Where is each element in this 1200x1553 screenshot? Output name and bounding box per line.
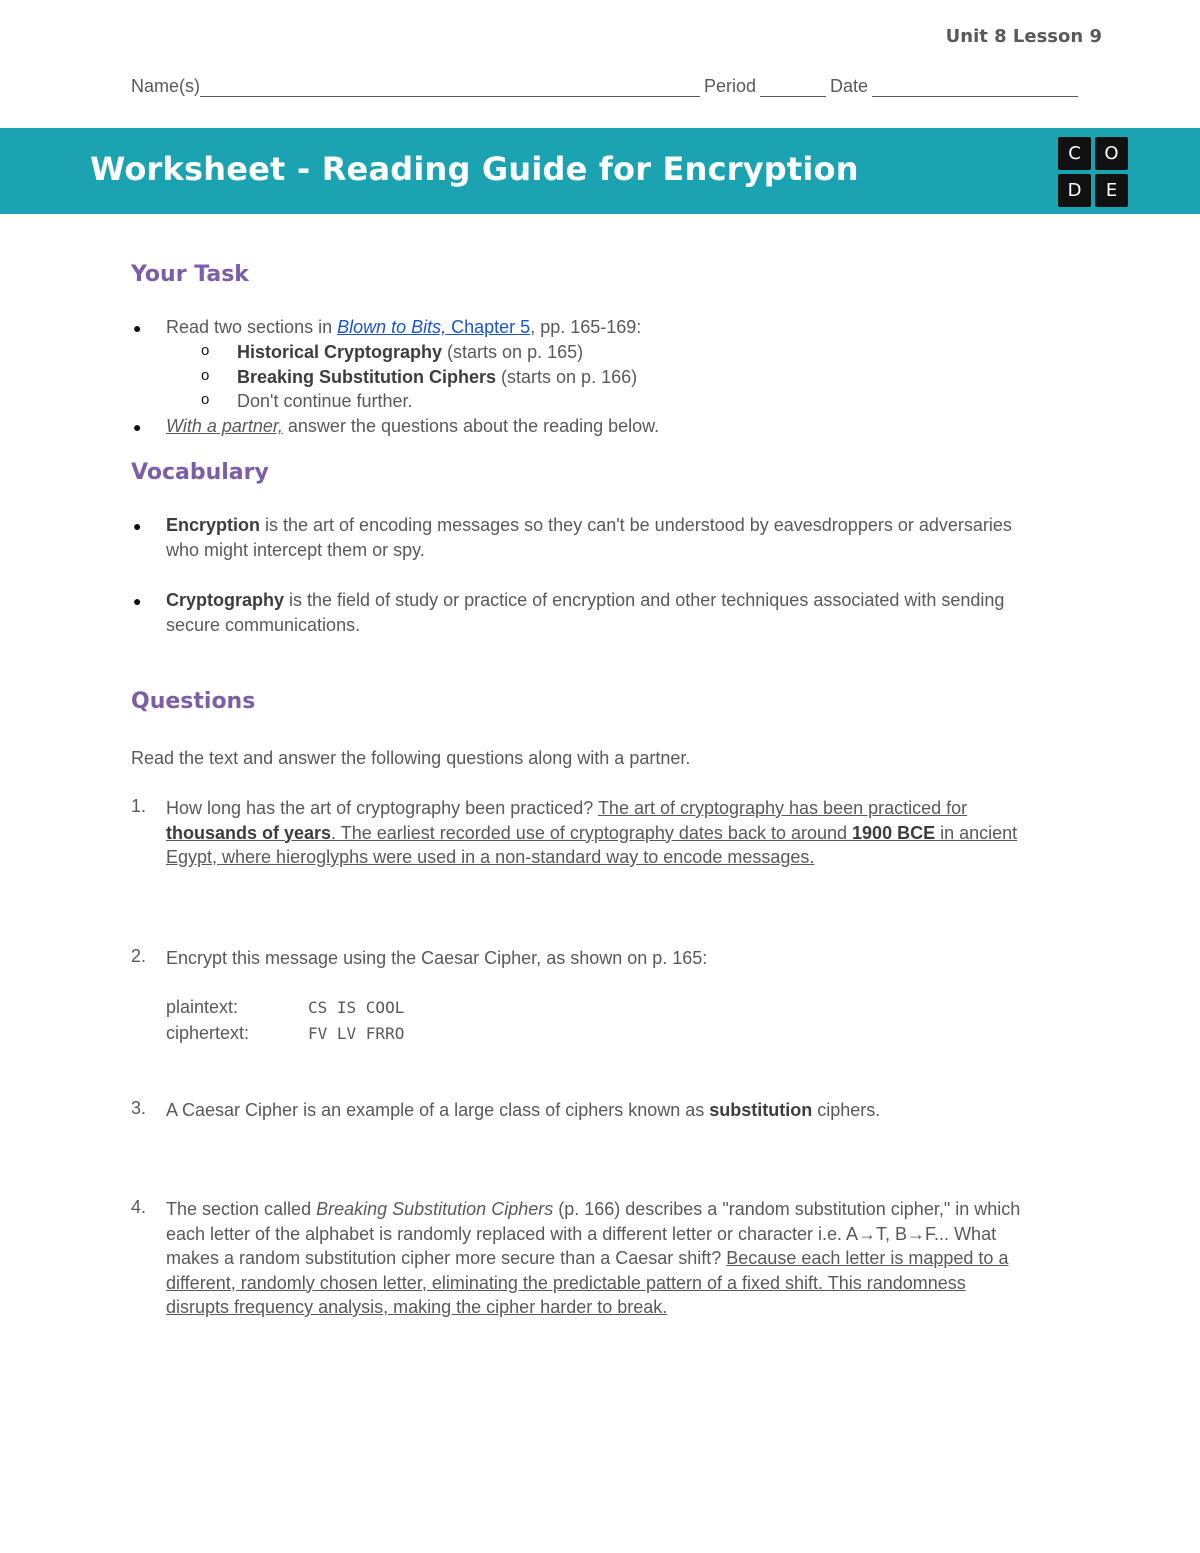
logo-letter: O: [1095, 137, 1128, 170]
answer-1: The art of cryptography has been practiced for: [597, 798, 968, 818]
task-subitem-stop: Don't continue further.: [237, 391, 413, 411]
task-subitem-historical: Historical Cryptography (starts on p. 165): [237, 342, 584, 362]
bullet-icon: ●: [133, 320, 142, 336]
logo-letter: D: [1058, 174, 1091, 207]
question-1: How long has the art of cryptography been practiced? The art of cryptography has been practiced for thousands of years. The earliest recorded use of cryptography dates back to around 1900 BCE in ancient Egypt, where hieroglyphs were used in a non-standard way to encode messages.: [166, 798, 1018, 867]
answer-3: substitution: [709, 1100, 813, 1120]
bullet-icon: ●: [133, 518, 142, 534]
task-subitem-breaking: Breaking Substitution Ciphers (starts on p. 166): [237, 367, 638, 387]
code-logo: [1058, 137, 1128, 207]
question-number: 4.: [131, 1197, 147, 1217]
name-label: Name(s): [131, 76, 201, 96]
question-3: A Caesar Cipher is an example of a large class of ciphers known as substitution ciphers.: [166, 1100, 881, 1120]
title-banner: [0, 128, 1200, 214]
task-item-read: Read two sections in Blown to Bits, Chapter 5, pp. 165-169:: [166, 317, 642, 337]
ciphertext-value[interactable]: FV LV FRRO: [308, 1024, 405, 1043]
vocab-encryption: Encryption is the art of encoding messages so they can't be understood by eavesdroppers or adversaries who might intercept them or spy.: [166, 515, 1012, 560]
plaintext-label: plaintext:: [166, 997, 239, 1017]
question-4: The section called Breaking Substitution Ciphers (p. 166) describes a "random substitution cipher," in which each letter of the alphabet is randomly replaced with a different letter or character i.e. A→T, B→F... What makes a random substitution cipher more secure than a Caesar shift? Because each letter is mapped to a different, randomly chosen letter, eliminating the predictable pattern of a fixed shift. This randomness disrupts frequency analysis, making the cipher harder to break.: [166, 1199, 1021, 1317]
your-task-heading: Your Task: [131, 262, 249, 287]
date-label: Date: [830, 76, 869, 96]
blown-to-bits-link[interactable]: Blown to Bits, Chapter 5: [337, 317, 531, 337]
bullet-icon: ●: [133, 419, 142, 435]
plaintext-value: CS IS COOL: [308, 998, 405, 1017]
name-period-date-line: [131, 76, 1101, 97]
bullet-icon: ●: [133, 593, 142, 609]
vocab-cryptography: Cryptography is the field of study or practice of encryption and other techniques associated with sending secure communications.: [166, 590, 1005, 635]
circle-bullet-icon: o: [201, 342, 210, 359]
logo-letter: E: [1095, 174, 1128, 207]
task-item-partner: With a partner, answer the questions about the reading below.: [166, 416, 660, 436]
question-2: Encrypt this message using the Caesar Cipher, as shown on p. 165:: [166, 948, 708, 968]
question-number: 3.: [131, 1098, 147, 1118]
question-number: 2.: [131, 946, 147, 966]
ciphertext-label: ciphertext:: [166, 1023, 250, 1043]
questions-intro: Read the text and answer the following questions along with a partner.: [131, 748, 691, 768]
logo-letter: C: [1058, 137, 1091, 170]
period-field[interactable]: [760, 79, 826, 97]
circle-bullet-icon: o: [201, 391, 210, 408]
name-field[interactable]: [200, 79, 700, 97]
date-field[interactable]: [872, 79, 1078, 97]
answer-4: Because each letter is mapped to a: [726, 1248, 1009, 1268]
questions-heading: Questions: [131, 689, 256, 714]
circle-bullet-icon: o: [201, 367, 210, 384]
unit-lesson-label: Unit 8 Lesson 9: [945, 26, 1102, 47]
worksheet-title: Worksheet - Reading Guide for Encryption: [90, 150, 859, 188]
question-number: 1.: [131, 796, 147, 816]
vocabulary-heading: Vocabulary: [131, 460, 269, 485]
period-label: Period: [704, 76, 757, 96]
